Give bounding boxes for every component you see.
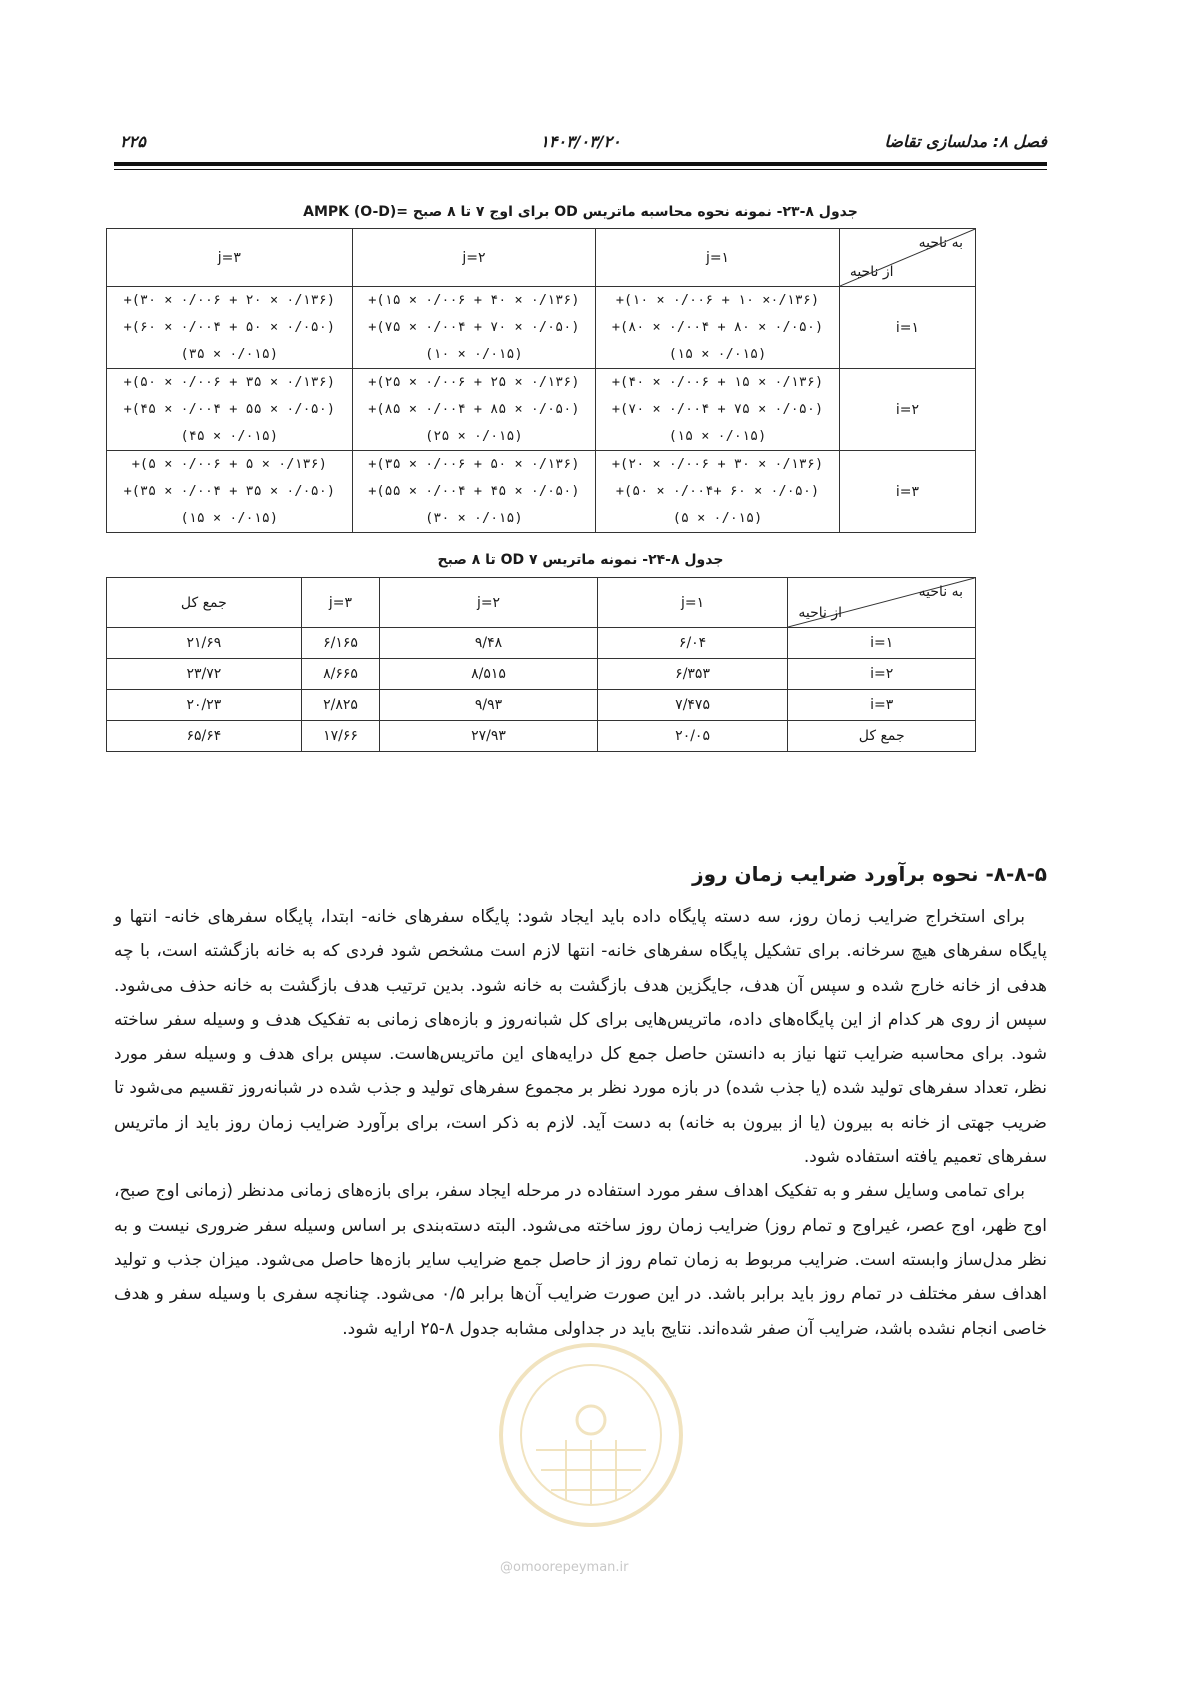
table-row: [107, 451, 976, 533]
column-header: j=۲: [352, 229, 596, 287]
value-cell: ۶۵/۶۴: [107, 721, 302, 752]
watermark-seal-icon: [496, 1340, 686, 1530]
value-cell: ۲۰/۲۳: [107, 690, 302, 721]
corner-from-label: از ناحیه: [798, 605, 843, 621]
table-row: [107, 690, 976, 721]
value-cell: ۶/۳۵۳: [597, 659, 788, 690]
table2-od-matrix: [106, 577, 976, 752]
column-header: جمع کل: [107, 578, 302, 628]
value-cell: ۶/۰۴: [597, 628, 788, 659]
section-title: ۸-۸-۵- نحوه برآورد ضرایب زمان روز: [692, 862, 1047, 886]
row-header: i=۱: [839, 287, 975, 369]
column-header: j=۳: [301, 578, 380, 628]
value-cell: ۹/۹۳: [380, 690, 597, 721]
value-cell: ۲/۸۲۵: [301, 690, 380, 721]
table-row: [107, 659, 976, 690]
row-header: i=۲: [839, 369, 975, 451]
formula-cell: +(۳۵ × ۰/۰۰۶ + ۵۰ × ۰/۱۳۶) +(۵۵ × ۰/۰۰۴ + ۴۵ × ۰/۰۵۰) (۳۰ × ۰/۰۱۵): [352, 451, 596, 533]
header-rule-thick: [114, 162, 1047, 166]
table1-caption: جدول ۸-۲۳- نمونه نحوه محاسبه ماتریس OD برای اوج ۷ تا ۸ صبح =(AMPK (O-D: [303, 204, 858, 220]
paragraph: برای تمامی وسایل سفر و به تفکیک اهداف سفر مورد استفاده در مرحله ایجاد سفر، برای بازه‌های زمانی مدنظر (زمانی اوج صبح، اوج ظهر، اوج عصر، غیراوج و تمام روز) ضرایب زمان روز ساخته می‌شود. البته دسته‌بندی بر اساس وسیله سفر ضروری نیست و به نظر مدل‌ساز وابسته است. ضرایب مربوط به زمان تمام روز از حاصل جمع ضرایب سایر بازه‌ها حاصل می‌شود. میزان جذب و تولید اهداف سفر مختلف در تمام روز باید برابر باشد. در این صورت ضرایب آن‌ها برابر ۰/۵ می‌شود. چنانچه سفری با وسیله سفر و هدف خاصی انجام نشده باشد، ضرایب آن صفر شده‌اند. نتایج باید در جداولی مشابه جدول ۸-۲۵ ارایه شود.: [114, 1181, 1047, 1339]
formula-cell: +(۲۵ × ۰/۰۰۶ + ۲۵ × ۰/۱۳۶) +(۸۵ × ۰/۰۰۴ + ۸۵ × ۰/۰۵۰) (۲۵ × ۰/۰۱۵): [352, 369, 596, 451]
value-cell: ۲۳/۷۲: [107, 659, 302, 690]
chapter-title: فصل ۸: مدلسازی تقاضا: [884, 132, 1047, 151]
header-rule-thin: [114, 169, 1047, 170]
formula-cell: +(۱۰ × ۰/۰۰۶ + ۱۰ ×۰/۱۳۶) +(۸۰ × ۰/۰۰۴ + ۸۰ × ۰/۰۵۰) (۱۵ × ۰/۰۱۵): [596, 287, 840, 369]
value-cell: ۹/۴۸: [380, 628, 597, 659]
table-row: [107, 721, 976, 752]
value-cell: ۱۷/۶۶: [301, 721, 380, 752]
table-row: [107, 369, 976, 451]
corner-from-label: از ناحیه: [849, 264, 894, 280]
table2-caption: جدول ۸-۲۴- نمونه ماتریس OD ۷ تا ۸ صبح: [437, 552, 724, 568]
formula-cell: +(۲۰ × ۰/۰۰۶ + ۳۰ × ۰/۱۳۶) +(۵۰ × ۰/۰۰۴+ ۶۰ × ۰/۰۵۰) (۵ × ۰/۰۱۵): [596, 451, 840, 533]
corner-to-label: به ناحیه: [918, 584, 963, 600]
value-cell: ۸/۶۶۵: [301, 659, 380, 690]
row-header: i=۳: [788, 690, 976, 721]
header-date: ۱۴۰۳/۰۳/۲۰: [540, 132, 621, 151]
page-number: ۲۲۵: [120, 132, 146, 151]
value-cell: ۲۷/۹۳: [380, 721, 597, 752]
row-header: i=۳: [839, 451, 975, 533]
column-header: j=۱: [597, 578, 788, 628]
value-cell: ۸/۵۱۵: [380, 659, 597, 690]
table1-od-calculation: [106, 228, 976, 533]
table1-corner-cell: [839, 229, 975, 287]
row-header: i=۱: [788, 628, 976, 659]
table-row: [107, 628, 976, 659]
row-header: جمع کل: [788, 721, 976, 752]
column-header: j=۳: [107, 229, 353, 287]
formula-cell: +(۳۰ × ۰/۰۰۶ + ۲۰ × ۰/۱۳۶) +(۶۰ × ۰/۰۰۴ + ۵۰ × ۰/۰۵۰) (۳۵ × ۰/۰۱۵): [107, 287, 353, 369]
value-cell: ۲۱/۶۹: [107, 628, 302, 659]
column-header: j=۲: [380, 578, 597, 628]
corner-to-label: به ناحیه: [918, 235, 963, 251]
formula-cell: +(۱۵ × ۰/۰۰۶ + ۴۰ × ۰/۱۳۶) +(۷۵ × ۰/۰۰۴ + ۷۰ × ۰/۰۵۰) (۱۰ × ۰/۰۱۵): [352, 287, 596, 369]
column-header: j=۱: [596, 229, 840, 287]
formula-cell: +(۴۰ × ۰/۰۰۶ + ۱۵ × ۰/۱۳۶) +(۷۰ × ۰/۰۰۴ + ۷۵ × ۰/۰۵۰) (۱۵ × ۰/۰۱۵): [596, 369, 840, 451]
table2-corner-cell: [788, 578, 976, 628]
formula-cell: +(۵۰ × ۰/۰۰۶ + ۳۵ × ۰/۱۳۶) +(۴۵ × ۰/۰۰۴ + ۵۵ × ۰/۰۵۰) (۴۵ × ۰/۰۱۵): [107, 369, 353, 451]
page-header: [114, 128, 1047, 158]
value-cell: ۷/۴۷۵: [597, 690, 788, 721]
value-cell: ۲۰/۰۵: [597, 721, 788, 752]
table-row: [107, 287, 976, 369]
value-cell: ۶/۱۶۵: [301, 628, 380, 659]
watermark-text: @omoorepeyman.ir: [500, 1560, 629, 1575]
row-header: i=۲: [788, 659, 976, 690]
paragraph: برای استخراج ضرایب زمان روز، سه دسته پایگاه داده باید ایجاد شود: پایگاه سفرهای خانه- ابتدا، پایگاه سفرهای خانه- انتها و پایگاه سفرهای هیچ سرخانه. برای تشکیل پایگاه سفرهای خانه- انتها لازم است مشخص شود فردی که به خانه بازگشته است، با چه هدفی از خانه خارج شده و سپس آن هدف، جایگزین هدف بازگشت به خانه شود. بدین ترتیب هدف بازگشت به خانه حذف می‌شود. سپس از روی هر کدام از این پایگاه‌های داده، ماتریس‌هایی برای کل شبانه‌روز و بازه‌های زمانی به تفکیک هدف و وسیله سفر ساخته شود. برای محاسبه ضرایب تنها نیاز به دانستن حاصل جمع کل درایه‌های این ماتریس‌هاست. سپس برای هدف و وسیله سفر مورد نظر، تعداد سفرهای تولید شده (یا جذب شده) در بازه مورد نظر بر مجموع سفرهای تولید و جذب شده در شبانه‌روز تقسیم می‌شود تا ضریب جهتی از خانه به بیرون (یا از بیرون به خانه) به دست آید. لازم به ذکر است، برای برآورد ضرایب زمان روز باید از ماتریس سفرهای تعمیم یافته استفاده شود.: [114, 907, 1047, 1168]
formula-cell: +(۵ × ۰/۰۰۶ + ۵ × ۰/۱۳۶) +(۳۵ × ۰/۰۰۴ + ۳۵ × ۰/۰۵۰) (۱۵ × ۰/۰۱۵): [107, 451, 353, 533]
body-text: [114, 900, 1047, 1346]
